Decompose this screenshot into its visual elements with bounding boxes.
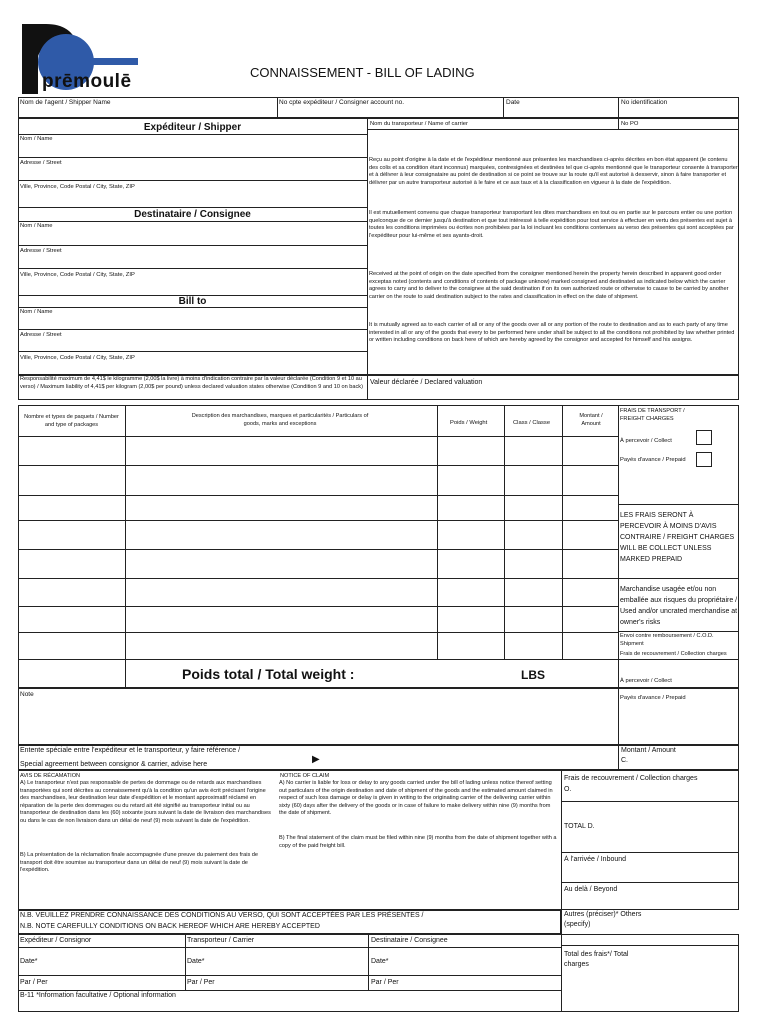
note-area[interactable]: [18, 688, 739, 745]
cod-prepaid-label: Payés d'avance / Prepaid: [620, 695, 686, 701]
consignee-signature-label: Destinataire / Consignee: [371, 937, 448, 944]
consignee-heading: Destinataire / Consignee: [134, 209, 251, 220]
claims-english-title: NOTICE OF CLAIM: [280, 773, 330, 779]
carrier-name-label: Nom du transporteur / Name of carrier: [370, 121, 468, 127]
nb-french: N.B. VEUILLEZ PRENDRE CONNAISSANCE DES CONDITIONS AU VERSO, QUI SONT ACCEPTÉES PAR LES PRÉSENTES /: [20, 912, 424, 919]
po-number-label: No PO: [621, 121, 639, 127]
freight-charges-title: FRAIS DE TRANSPORT / FREIGHT CHARGES: [620, 408, 685, 422]
freight-prepaid-label: Payés d'avance / Prepaid: [620, 457, 686, 463]
consignee-per-label: Par / Per: [371, 979, 399, 986]
beyond-label: Au delà / Beyond: [564, 886, 618, 893]
consignor-date-label: Date*: [20, 958, 38, 965]
consignor-signature-label: Expéditeur / Consignor: [20, 937, 92, 944]
claims-french-title: AVIS DE RÉCAMATION: [20, 773, 81, 779]
agreement-line-english: Special agreement between consignor & carrier, advise here: [20, 761, 208, 768]
terms-french-2: Il est mutuellement convenu que chaque transporteur transportant les dites marchandises en tout ou en partie sur le parcours entier ou une portion quelconque de ce dernier jusqu'à destination et que tout intéressé à telle expédition pour tout service à effectuer en vertu des présentes est sujet à toutes les conditions imprimées ou écrites non prohibées par la loi incluant les conditions contenues au verso des présentes qui sont acceptées par l'expéditeur pour lui-même et ses ayants-droit.: [369, 210, 734, 239]
billto-name-label: Nom / Name: [20, 309, 53, 315]
nb-english: N.B. NOTE CAREFULLY CONDITIONS ON BACK HEREOF WHICH ARE HEREBY ACCEPTED: [20, 923, 320, 930]
note-label: Note: [20, 691, 34, 698]
lbs-unit-label: LBS: [521, 668, 545, 682]
signatures-block[interactable]: [18, 934, 739, 1012]
terms-english-2: It is mutually agreed as to each carrier of all or any of the goods over all or any portion of the route to destination and as to each party of any time interested in all or any of the goods that every to be performed here under shall be subject to all the conditions not prohibited by law whether printed or written including conditions on back here of which are hereby agreed by the consignor and accepted for himself and his assigns.: [369, 322, 735, 344]
page-title: CONNAISSEMENT - BILL OF LADING: [250, 65, 475, 80]
consignee-city-label: Ville, Province, Code Postal / City, State, ZIP: [20, 272, 135, 278]
agreement-line-french: Entente spéciale entre l'expéditeur et le transporteur, y faire référence /: [20, 747, 241, 754]
consignee-name-label: Nom / Name: [20, 223, 53, 229]
agent-name-label: Nom de l'agent / Shipper Name: [20, 99, 111, 106]
liability-text: Responsabilité maximum de 4,41$ le kilogramme (2,00$ la livre) à moins d'indication contraire par la valeur déclarée (Condition 9 et 10 au verso) / Maximum liability of 4,41$ per kilogram (2,00$ per pound) unless declared valuation states otherwise (Condition 9 and 10 on back): [20, 376, 363, 390]
freight-collect-checkbox[interactable]: [696, 430, 712, 445]
total-d-label: TOTAL D.: [564, 823, 595, 830]
freight-collect-label: À percevoir / Collect: [620, 438, 672, 444]
claims-french-b: B) La présentation de la réclamation finale accompagnée d'une preuve du paiement des frais de transport doit être soumise au transporteur dans un délai de neuf (9) mois suivant la date de l'expédition.: [20, 852, 259, 874]
description-column-header: Description des marchandises, marques et particularités / Particulars of goods, marks and exceptions: [191, 413, 369, 427]
claims-english-b: B) The final statement of the claim must be filed within nine (9) months from the date of shipment together with a copy of the paid freight bill.: [279, 835, 557, 849]
others-specify-label: Autres (préciser)* Others (specify): [564, 911, 642, 928]
shipper-name-label: Nom / Name: [20, 136, 53, 142]
identification-label: No identification: [621, 99, 668, 106]
claims-english-a: A) No carrier is liable for loss or delay to any goods carried under the bill of lading unless notice thereof setting out particulars of the origin destination and date of shipment of the goods and the estimated amount claimed in respect of such loss damage or delay is given in writing to the originating carrier of the delivering carrier within sixty (60) days after the delivery of the goods or in case of failure to make delivery within nine (9) months from the date of shipment.: [279, 780, 553, 817]
amount-label: Montant / Amount: [621, 747, 676, 754]
consignee-street-label: Adresse / Street: [20, 248, 62, 254]
shipper-city-label: Ville, Province, Code Postal / City, State, ZIP: [20, 184, 135, 190]
footer-note: B-11 *Information facultative / Optional information: [20, 992, 176, 999]
date-label: Date: [506, 99, 520, 106]
packages-column-header: Nombre et types de paquets / Number and type of packages: [24, 414, 119, 428]
consignee-date-label: Date*: [371, 958, 389, 965]
amount-column-header: Montant / Amount: [579, 413, 603, 427]
shipper-heading: Expéditeur / Shipper: [143, 122, 242, 133]
total-weight-label: Poids total / Total weight :: [182, 666, 355, 682]
terms-french-1: Reçu au point d'origine à la date et de l'expéditeur mentionné aux présentes les marchandises ci-après décrites en bon état apparent (le contenu des colis et sa condition étant inconnus) marquées, contresignées et destinées tel que ci-après mentionné que le transporteur consente à transporter et à délivrer à leur consignataire au point de destination si ce point se trouve sur la route qu'il est autorisé à desservir, sinon à faire transporter et délivrer par un autre transporteur autorisé à le faire et ce aux taux et à la classification en vigueur à la date de l'expédition.: [369, 157, 738, 186]
amount-c-label: C.: [621, 757, 628, 764]
cod-shipment-label: Envoi contre remboursement / C.O.D. Shipment: [620, 633, 714, 647]
cod-collect-label: À percevoir / Collect: [620, 678, 672, 684]
account-no-label: No cpte expéditeur / Consigner account no.: [279, 99, 405, 106]
collection-charges-label: Frais de recouvrement / Collection charges: [564, 775, 698, 782]
carrier-signature-label: Transporteur / Carrier: [187, 937, 255, 944]
declared-value-label: Valeur déclarée / Declared valuation: [370, 379, 483, 386]
freight-collect-notice: LES FRAIS SERONT À PERCEVOIR À MOINS D'AVIS CONTRAIRE / FREIGHT CHARGES WILL BE COLLECT UNLESS MARKED PREPAID: [620, 512, 735, 563]
arrow-right-icon: ▶: [312, 754, 320, 765]
billto-city-label: Ville, Province, Code Postal / City, State, ZIP: [20, 355, 135, 361]
logo-brand-text: prēmoulē: [42, 71, 132, 92]
cod-fees-label: Frais de recouvrement / Collection charges: [620, 651, 727, 657]
freight-prepaid-checkbox[interactable]: [696, 452, 712, 467]
claims-french-a: A) Le transporteur n'est pas responsable de pertes de dommage ou de retards aux marchandises transportées qui sont décrites au connaissement qu'à la condition qu'un avis écrit précisant l'origine des marchandises, leur destination leur date d'expédition et le montant approximatif réclamé en réparation de la perte des dommages ou du retard ait été signifié au transporteur initial ou au transporteur de destination dans les (60) soixante jours suivant la date de livraison des marchandises ou dans le cas de non livraison dans un délai de neuf (9) mois suivant la date de l'expédition.: [20, 780, 271, 824]
consignor-per-label: Par / Per: [20, 979, 48, 986]
used-goods-notice: Marchandise usagée et/ou non emballée aux risques du propriétaire / Used and/or uncrated merchandise at owner's risks: [620, 586, 738, 626]
class-column-header: Class / Classe: [513, 420, 551, 426]
billto-heading: Bill to: [178, 296, 207, 307]
carrier-date-label: Date*: [187, 958, 205, 965]
terms-english-1: Received at the point of origin on the date specified from the consigner mentioned herein the property herein described in apparent good order exceptas noted (contents and conditions of contents of package unknow) marked consigned and destinated as indicated below which the carrier agrees to carry and to deliver to the consignee at the said destination if on its own authorized route or otherwise to cause to be carried by another carrier on the route to said destination subject to the rates and classification in effect on the date of shipment.: [369, 271, 729, 300]
shipper-street-label: Adresse / Street: [20, 160, 62, 166]
billto-street-label: Adresse / Street: [20, 332, 62, 338]
total-charges-label: Total des frais*/ Total charges: [564, 951, 629, 968]
carrier-per-label: Par / Per: [187, 979, 215, 986]
inbound-label: À l'arrivée / Inbound: [564, 856, 627, 863]
collection-o-label: O.: [564, 786, 572, 793]
weight-column-header: Poids / Weight: [450, 420, 488, 426]
